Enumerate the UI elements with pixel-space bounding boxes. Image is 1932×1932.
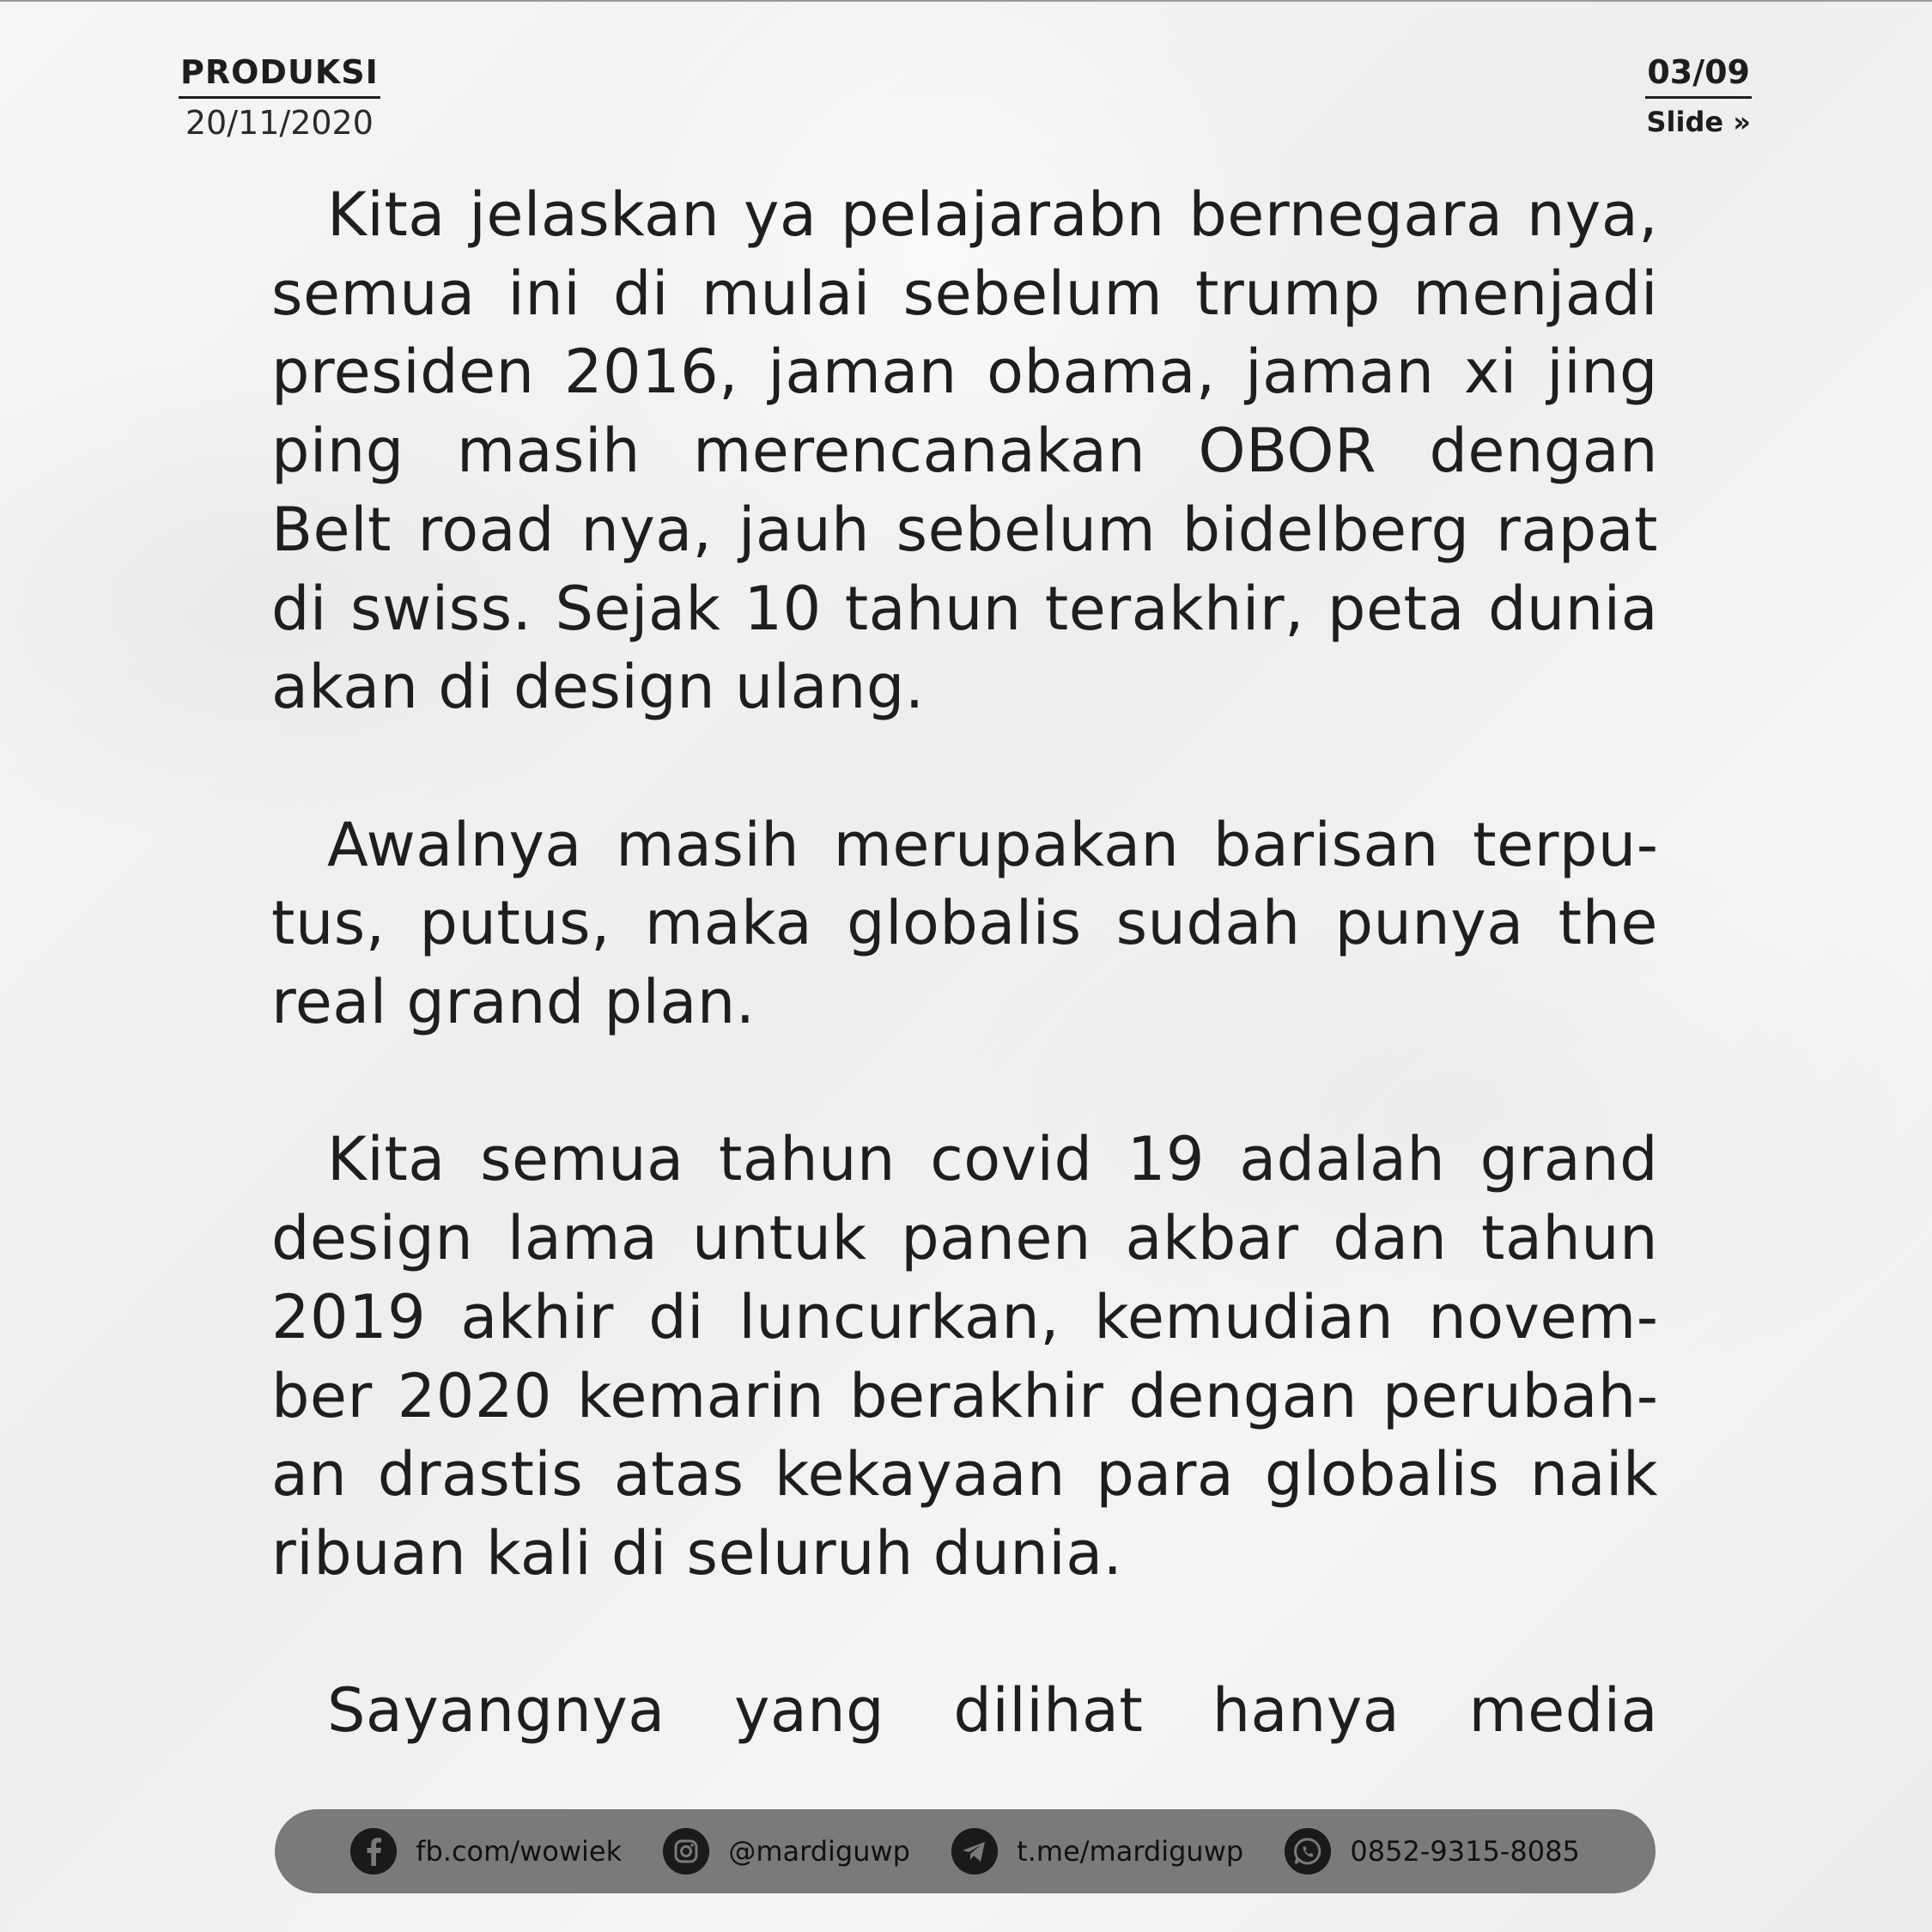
telegram-icon: [951, 1828, 998, 1874]
social-footer-bar: [275, 1809, 1656, 1893]
facebook-link[interactable]: [350, 1828, 622, 1874]
facebook-handle: fb.com/wowiek: [416, 1835, 623, 1868]
top-border-line: [0, 0, 1932, 2]
instagram-link[interactable]: [663, 1828, 910, 1874]
header-right: [1645, 53, 1752, 138]
paragraph-4: Sayangnya yang dilihat hanya media: [327, 1675, 1658, 1747]
article-body: [271, 176, 1658, 1830]
whatsapp-link[interactable]: [1285, 1828, 1579, 1874]
date-label: 20/11/2020: [185, 104, 374, 142]
instagram-handle: @mardiguwp: [728, 1835, 910, 1868]
slide-counter: 03/09: [1645, 53, 1752, 99]
facebook-icon: [350, 1828, 397, 1874]
instagram-icon: [663, 1828, 709, 1874]
telegram-handle: t.me/mardiguwp: [1017, 1835, 1244, 1868]
paragraph-1: Kita jelaskan ya pelajarabn bernegara nya, semua ini di mulai sebelum trump menjadi presiden 2016, jaman obama, jaman xi jing ping masih merencanakan OBOR dengan Belt road nya, jauh sebelum bidelberg rapat di swiss. Sejak 10 tahun terakhir, peta dunia akan di design ulang.: [271, 179, 1658, 723]
paragraph-3: Kita semua tahun covid 19 adalah grand design lama untuk panen akbar dan tahun 2019 akhir di luncurkan, kemudian november 2020 kemarin berakhir dengan perubahan drastis atas kekayaan para globalis naik ribuan kali di seluruh dunia.: [271, 1124, 1658, 1589]
section-label: PRODUKSI: [179, 53, 380, 99]
slide-next-label[interactable]: Slide »: [1646, 106, 1751, 138]
paragraph-2: Awalnya masih merupakan barisan terputus, putus, maka globalis sudah punya the real grand plan.: [271, 809, 1658, 1038]
header-left: [179, 53, 380, 142]
whatsapp-icon: [1285, 1828, 1331, 1874]
whatsapp-number: 0852-9315-8085: [1350, 1835, 1580, 1868]
telegram-link[interactable]: [951, 1828, 1243, 1874]
